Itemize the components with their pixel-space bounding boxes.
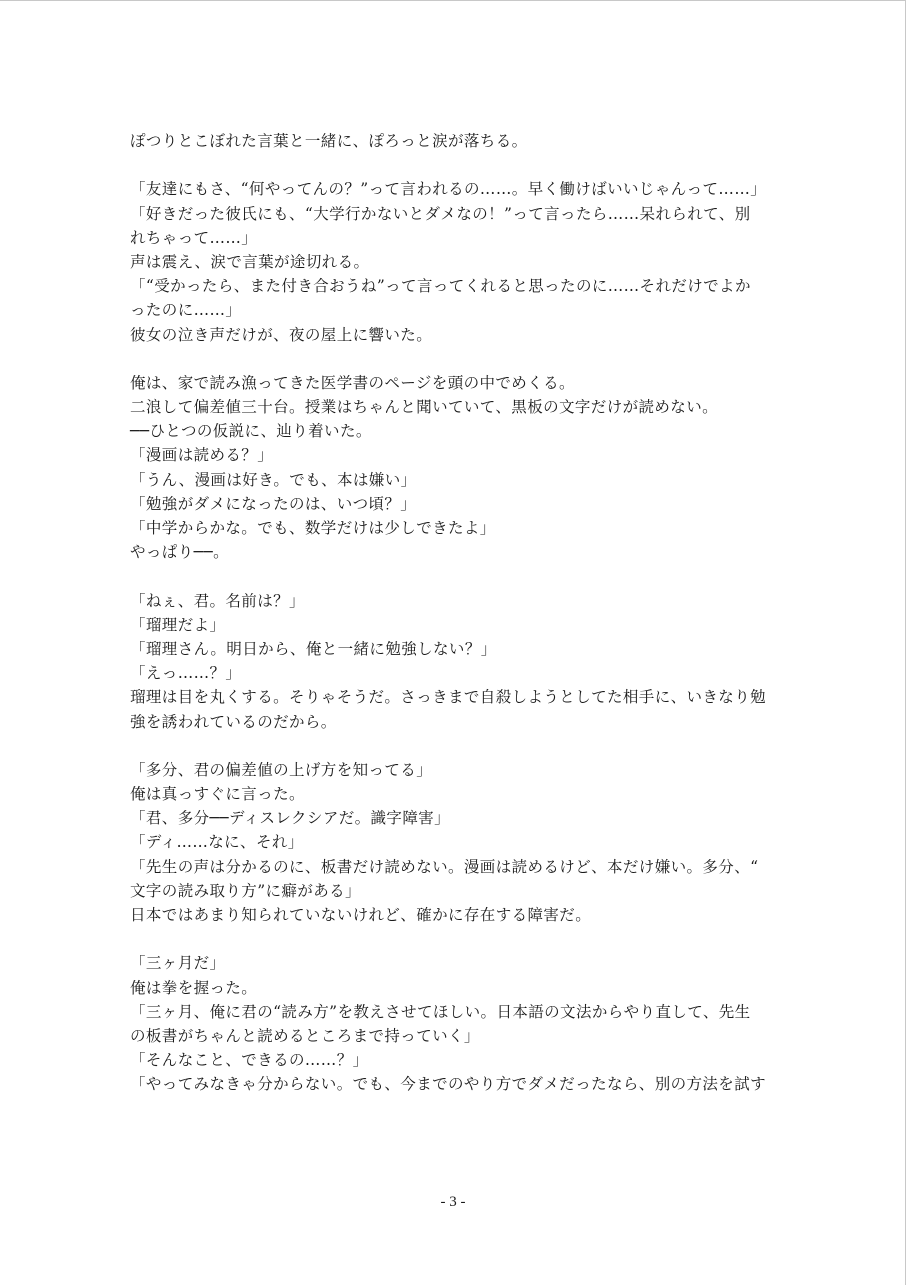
text-line: 「えっ……？」 <box>130 664 242 683</box>
text-line: ぽつりとこぼれた言葉と一緒に、ぽろっと涙が落ちる。 <box>130 132 528 150</box>
text-line: 強を誘われているのだから。 <box>130 712 337 731</box>
text-line: の板書がちゃんと読めるところまで持っていく」 <box>130 1026 480 1045</box>
text-line: 「“受かったら、また付き合おうね”って言ってくれると思ったのに……それだけでよか <box>130 277 751 296</box>
text-line: 「君、多分──ディスレクシアだ。識字障害」 <box>130 809 451 828</box>
text-line: 「漫画は読める？」 <box>130 446 274 465</box>
text-line: 日本ではあまり知られていないけれど、確かに存在する障害だ。 <box>130 906 592 924</box>
text-line: 俺は真っすぐに言った。 <box>130 785 305 804</box>
text-line: 「三ヶ月だ」 <box>130 954 226 973</box>
paragraph-break <box>130 564 780 588</box>
text-line: 「多分、君の偏差値の上げ方を知ってる」 <box>130 760 433 779</box>
text-line: ったのに……」 <box>130 301 242 320</box>
text-line: 「三ヶ月、俺に君の“読み方”を教えさせてほしい。日本語の文法からやり直して、先生 <box>130 1002 751 1021</box>
text-line: 「うん、漫画は好き。でも、本は嫌い」 <box>130 470 417 489</box>
text-line: 「好きだった彼氏にも、“大学行かないとダメなの！”って言ったら……呆れられて、別 <box>130 204 751 223</box>
text-line: 声は震え、涙で言葉が途切れる。 <box>130 252 370 271</box>
paragraph-break <box>130 347 780 371</box>
text-line: れちゃって……」 <box>130 228 258 247</box>
text-line: やっぱり──。 <box>130 543 229 562</box>
text-line: 俺は、家で読み漁ってきた医学書のページを頭の中でめくる。 <box>130 373 575 392</box>
text-line: 「ねぇ、君。名前は？」 <box>130 591 305 610</box>
text-line: 「友達にもさ、“何やってんの？”って言われるの……。早く働けばいいじゃんって……」 <box>130 180 767 199</box>
text-line: 文字の読み取り方”に癖がある」 <box>130 881 361 900</box>
text-line: 「中学からかな。でも、数学だけは少しできたよ」 <box>130 519 496 537</box>
text-line: 二浪して偏差値三十台。授業はちゃんと聞いていて、黒板の文字だけが読めない。 <box>130 398 718 417</box>
text-line: ──ひとつの仮説に、辿り着いた。 <box>130 422 372 441</box>
body-text <box>130 129 780 1097</box>
text-line: 瑠理は目を丸くする。そりゃそうだ。さっきまで自殺しようとしてた相手に、いきなり勉 <box>130 688 767 707</box>
text-line: 「ディ……なに、それ」 <box>130 833 304 852</box>
page-number: - 3 - <box>440 1194 466 1210</box>
paragraph-break <box>130 153 780 177</box>
paragraph-break <box>130 927 780 951</box>
text-line: 「やってみなきゃ分からない。でも、今までのやり方でダメだったなら、別の方法を試す <box>130 1075 767 1094</box>
text-line: 彼女の泣き声だけが、夜の屋上に響いた。 <box>130 325 433 344</box>
text-line: 「先生の声は分かるのに、板書だけ読めない。漫画は読めるけど、本だけ嫌い。多分、“ <box>130 857 759 876</box>
text-line: 「そんなこと、できるの……？」 <box>130 1051 369 1070</box>
text-line: 「瑠理だよ」 <box>130 615 226 634</box>
text-line: 俺は拳を握った。 <box>130 978 258 997</box>
paragraph-break <box>130 734 780 758</box>
text-line: 「勉強がダメになったのは、いつ頃？」 <box>130 494 417 513</box>
text-line: 「瑠理さん。明日から、俺と一緒に勉強しない？」 <box>130 639 497 658</box>
